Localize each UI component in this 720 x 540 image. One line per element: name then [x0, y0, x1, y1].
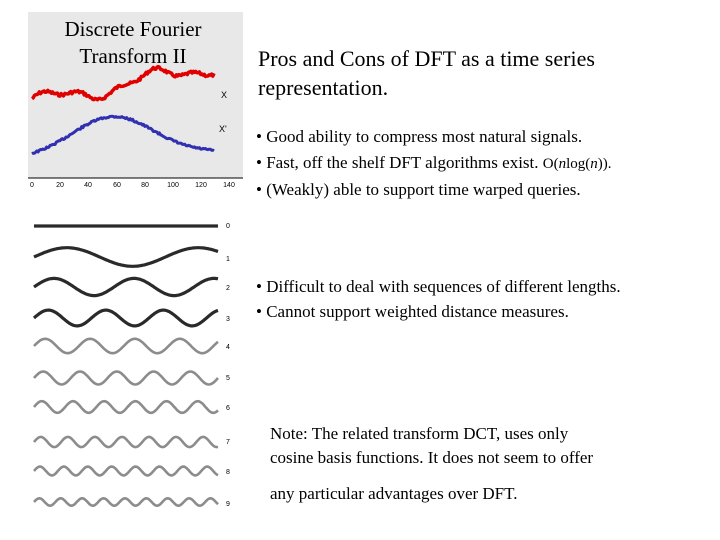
pro-item: • Good ability to compress most natural signals. — [256, 127, 583, 146]
basis-function-label: 2 — [226, 285, 230, 292]
x-prime-series-label: X' — [219, 124, 227, 134]
note-line1: Note: The related transform DCT, uses only — [270, 424, 569, 443]
slide-heading — [258, 44, 698, 102]
note-line2: cosine basis functions. It does not seem to offer — [270, 448, 594, 467]
cons-list — [256, 274, 716, 324]
pro-item: • (Weakly) able to support time warped queries. — [256, 180, 581, 199]
basis-function-wave — [34, 310, 218, 326]
x-tick-label: 140 — [223, 182, 235, 189]
basis-function-label: 1 — [226, 256, 230, 263]
basis-function-label: 6 — [226, 405, 230, 412]
x-tick-label: 100 — [167, 182, 179, 189]
basis-functions — [34, 223, 230, 508]
basis-function-wave — [34, 437, 218, 447]
left-title-line2: Transform II — [79, 44, 187, 68]
basis-function-label: 8 — [226, 469, 230, 476]
x-tick-label: 0 — [30, 182, 34, 189]
x-tick-label: 60 — [113, 182, 121, 189]
basis-function-wave — [34, 401, 218, 413]
x-tick-label: 120 — [195, 182, 207, 189]
x-tick-label: 80 — [141, 182, 149, 189]
basis-function-wave — [34, 467, 218, 476]
x-axis-ticks — [30, 182, 235, 189]
basis-function-label: 5 — [226, 375, 230, 382]
basis-function-wave — [34, 248, 218, 267]
pro-item — [256, 150, 716, 177]
left-title-line1: Discrete Fourier — [64, 17, 202, 41]
basis-function-label: 9 — [226, 501, 230, 508]
pro-item-text: • Fast, off the shelf DFT algorithms exist. — [256, 153, 543, 172]
dft-figure-panel — [0, 0, 248, 540]
complexity-notation: O(nlog(n)). — [542, 156, 612, 172]
basis-function-wave — [34, 339, 218, 353]
left-title — [28, 16, 238, 70]
pros-list — [256, 124, 716, 203]
basis-function-wave — [34, 278, 218, 295]
con-item: • Cannot support weighted distance measures. — [256, 302, 569, 321]
x-tick-label: 20 — [56, 182, 64, 189]
basis-function-wave — [34, 498, 218, 505]
x-tick-label: 40 — [84, 182, 92, 189]
basis-function-wave — [34, 372, 218, 385]
note — [270, 422, 690, 506]
dft-figure — [0, 0, 248, 540]
basis-function-label: 7 — [226, 439, 230, 446]
slide-heading-line1: Pros and Cons of DFT as a time series — [258, 46, 595, 71]
con-item: • Difficult to deal with sequences of different lengths. — [256, 277, 621, 296]
basis-function-label: 0 — [226, 223, 230, 230]
basis-function-label: 4 — [226, 344, 230, 351]
basis-function-label: 3 — [226, 316, 230, 323]
x-series-label: X — [221, 90, 228, 100]
slide-heading-line2: representation. — [258, 75, 389, 100]
note-line3: any particular advantages over DFT. — [270, 484, 518, 503]
